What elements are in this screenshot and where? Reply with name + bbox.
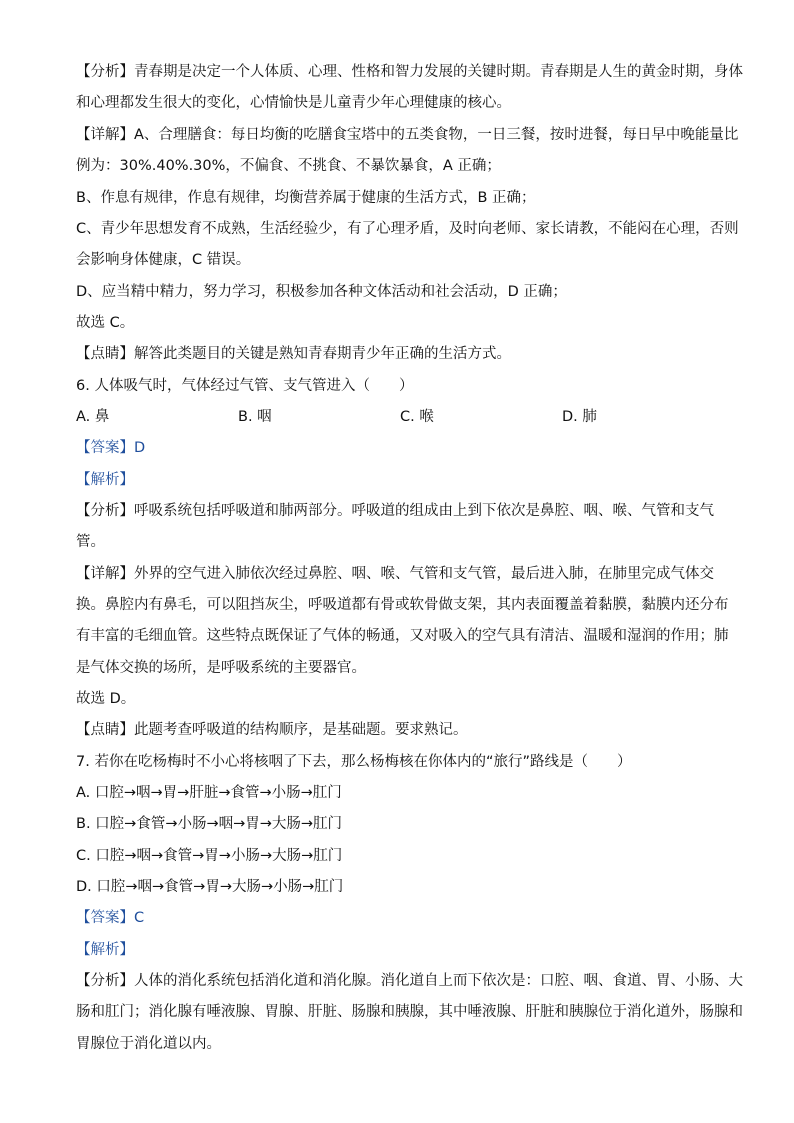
detail-line-3: B、作息有规律，作息有规律，均衡营养属于健康的生活方式，B 正确； xyxy=(76,190,536,206)
comment-line: 【点睛】解答此类题目的关键是熟知青春期青少年正确的生活方式。 xyxy=(76,346,511,362)
question-6: 6. 人体吸气时，气体经过气管、支气管进入（ ） xyxy=(76,378,414,394)
q6-comment: 【点睛】此题考查呼吸道的结构顺序，是基础题。要求熟记。 xyxy=(76,722,468,738)
detail-line-5: 会影响身体健康，C 错误。 xyxy=(76,252,251,268)
q6-conclusion: 故选 D。 xyxy=(76,691,136,707)
q6-analysis-line-2: 管。 xyxy=(76,534,105,550)
q6-option-a: A. 鼻 xyxy=(76,409,110,425)
detail-line-1: 【详解】A、合理膳食：每日均衡的吃膳食宝塔中的五类食物，一日三餐，按时进餐，每日早中晚能量比 xyxy=(76,127,739,143)
q6-option-d: D. 肺 xyxy=(562,409,597,425)
q6-detail-line-2: 换。鼻腔内有鼻毛，可以阻挡灰尘，呼吸道都有骨或软骨做支架，其内表面覆盖着黏膜，黏膜内还分布 xyxy=(76,597,729,613)
q6-explanation-heading: 【解析】 xyxy=(76,472,134,488)
q6-option-c: C. 喉 xyxy=(400,409,434,425)
q6-detail-line-4: 是气体交换的场所，是呼吸系统的主要器官。 xyxy=(76,660,366,676)
q7-option-d: D. 口腔→咽→食管→胃→大肠→小肠→肛门 xyxy=(76,879,344,895)
q6-detail-line-3: 有丰富的毛细血管。这些特点既保证了气体的畅通，又对吸入的空气具有清洁、温暖和湿润的作用；肺 xyxy=(76,628,729,644)
q7-option-c: C. 口腔→咽→食管→胃→小肠→大肠→肛门 xyxy=(76,848,343,864)
q7-option-a: A. 口腔→咽→胃→肝脏→食管→小肠→肛门 xyxy=(76,785,342,801)
q7-analysis-line-2: 肠和肛门；消化腺有唾液腺、胃腺、肝脏、肠腺和胰腺，其中唾液腺、肝脏和胰腺位于消化道外，肠腺和 xyxy=(76,1004,743,1020)
q6-analysis-line-1: 【分析】呼吸系统包括呼吸道和肺两部分。呼吸道的组成由上到下依次是鼻腔、咽、喉、气管和支气 xyxy=(76,503,714,519)
q7-option-b: B. 口腔→食管→小肠→咽→胃→大肠→肛门 xyxy=(76,816,343,832)
q6-option-b: B. 咽 xyxy=(238,409,272,425)
detail-line-2: 例为：30%.40%.30%，不偏食、不挑食、不暴饮暴食，A 正确； xyxy=(76,158,501,174)
q6-detail-line-1: 【详解】外界的空气进入肺依次经过鼻腔、咽、喉、气管和支气管，最后进入肺，在肺里完成气体交 xyxy=(76,566,714,582)
conclusion-line: 故选 C。 xyxy=(76,315,135,331)
detail-line-6: D、应当精中精力，努力学习，积极参加各种文体活动和社会活动，D 正确； xyxy=(76,284,567,300)
question-7: 7. 若你在吃杨梅时不小心将核咽了下去，那么杨梅核在你体内的“旅行”路线是（ ） xyxy=(76,754,632,770)
analysis-line-2: 和心理都发生很大的变化，心情愉快是儿童青少年心理健康的核心。 xyxy=(76,95,511,111)
q7-explanation-heading: 【解析】 xyxy=(76,942,134,958)
q7-analysis-line-1: 【分析】人体的消化系统包括消化道和消化腺。消化道自上而下依次是：口腔、咽、食道、胃、小肠、大 xyxy=(76,973,743,989)
detail-line-4: C、青少年思想发育不成熟，生活经验少，有了心理矛盾，及时向老师、家长请教，不能闷在心理，否则 xyxy=(76,221,739,237)
analysis-line-1: 【分析】青春期是决定一个人体质、心理、性格和智力发展的关键时期。青春期是人生的黄金时期，身体 xyxy=(76,64,743,80)
q7-analysis-line-3: 胃腺位于消化道以内。 xyxy=(76,1036,221,1052)
q7-answer: 【答案】C xyxy=(76,910,145,926)
q6-answer: 【答案】D xyxy=(76,440,146,456)
